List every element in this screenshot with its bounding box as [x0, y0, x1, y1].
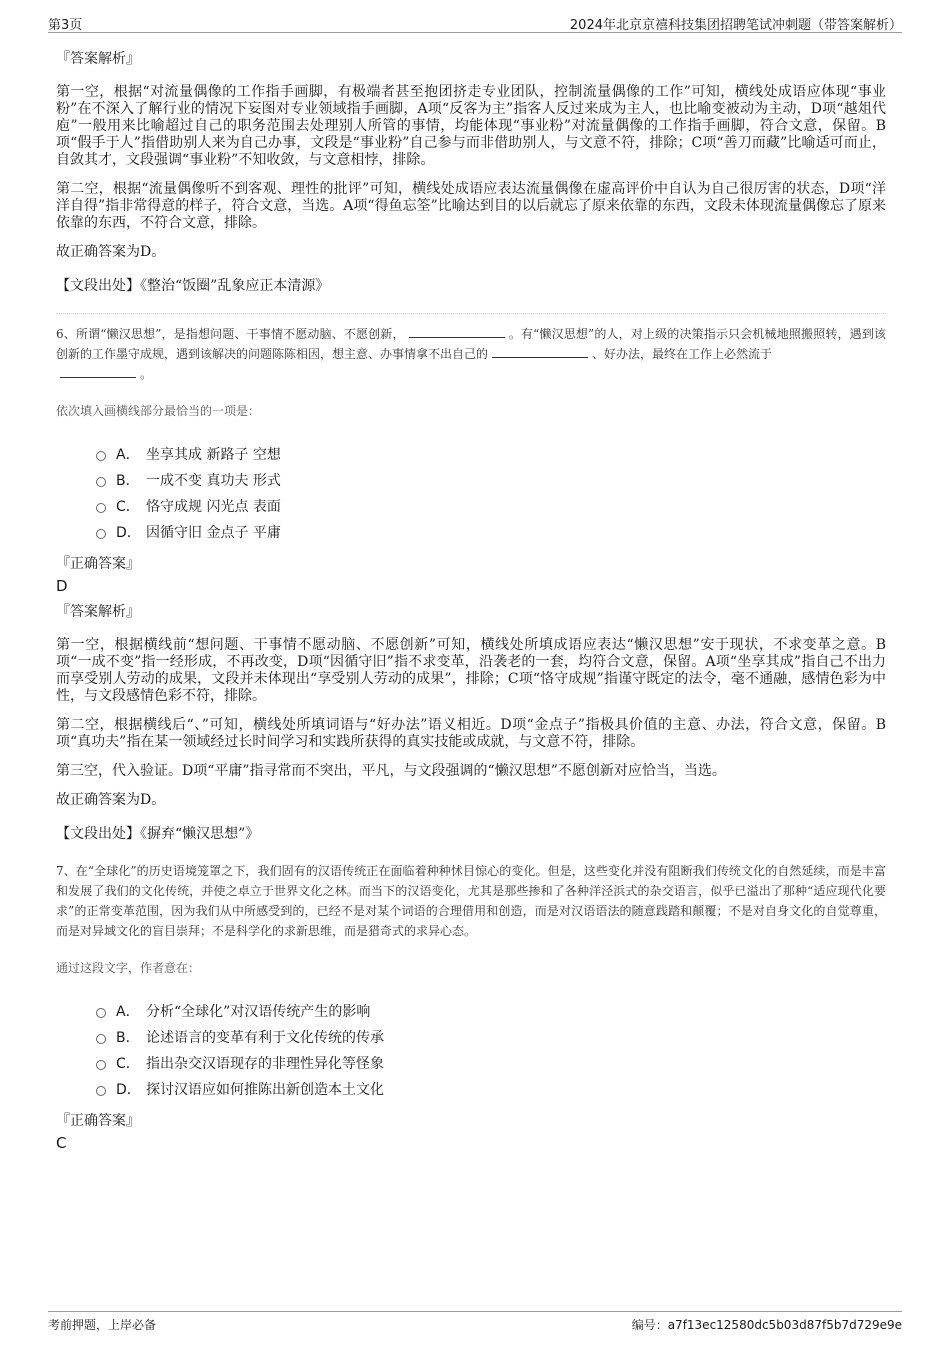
- q7-question-text: 7、在“全球化”的历史语境笼罩之下，我们固有的汉语传统正在面临着种种怵目惊心的变化。但是，这些变化并没有阻断我们传统文化的自然延续，而是丰富和发展了我们的文化传统，并使之卓立于世界文化之林。而当下的汉语变化，尤其是那些掺和了各种洋泾浜式的杂交语言，似乎已溢出了那种“适应现代化要求”的正常变革范围，因为我们从中所感受到的，已经不是对某个词语的合理借用和创造，而是对汉语语法的随意践踏和颠覆；不是对自身文化的自觉尊重，而是对异域文化的盲目崇拜；不是科学化的求新思维，而是猎奇式的求异心态。: [56, 864, 886, 938]
- q7-prompt: 通过这段文字，作者意在：: [56, 961, 201, 975]
- q6-analysis-label: 『答案解析』: [56, 604, 140, 620]
- q6-prompt: 依次填入画横线部分最恰当的一项是：: [56, 404, 261, 418]
- q6-source: 【文段出处】《摒弃“懒汉思想”》: [56, 826, 260, 842]
- question-divider: [56, 313, 886, 314]
- fill-blank-1: [409, 325, 505, 338]
- page-header: [48, 12, 902, 33]
- radio-icon[interactable]: [96, 477, 106, 487]
- q7-option-c[interactable]: C． 指出杂交汉语现存的非理性异化等怪象: [96, 1050, 886, 1076]
- radio-icon[interactable]: [96, 503, 106, 513]
- q6-question-text: 6、所谓“懒汉思想”，是指想问题、干事情不愿动脑、不愿创新， 。有“懒汉思想”的人，对上级的决策指示只会机械地照搬照转，遇到该创新的工作墨守成规，遇到该解决的问题陈陈相因，想主意、办事情拿不出自己的 、好办法，最终在工作上必然流于 。: [56, 327, 886, 381]
- q6-option-d[interactable]: D． 因循守旧 金点子 平庸: [96, 519, 886, 545]
- radio-icon[interactable]: [96, 1060, 106, 1070]
- document-body: [56, 44, 886, 1158]
- radio-icon[interactable]: [96, 451, 106, 461]
- page-number: 第3页: [48, 18, 83, 33]
- document-title: 2024年北京京禧科技集团招聘笔试冲刺题（带答案解析）: [569, 18, 902, 33]
- q5-analysis-paragraph-1: 第一空，根据“对流量偶像的工作指手画脚，有极端者甚至抱团挤走专业团队，控制流量偶像的工作”可知，横线处成语应体现“事业粉”在不深入了解行业的情况下妄图对专业领域指手画脚，A项“反客为主”指客人反过来成为主人，也比喻变被动为主动，D项“越俎代庖”一般用来比喻超过自己的职务范围去处理别人所管的事情，均能体现“事业粉”对流量偶像的工作指手画脚，符合文意，保留。B项“假手于人”指借助别人来为自己办事，文段是“事业粉”自己参与而非借助别人，与文意不符，排除；C项“善刀而藏”比喻适可而止，自敛其才，文段强调“事业粉”不知收敛，与文意相悖，排除。: [56, 84, 886, 168]
- q6-analysis-paragraph-1: 第一空，根据横线前“想问题、干事情不愿动脑、不愿创新”可知，横线处所填成语应表达“懒汉思想”安于现状，不求变革之意。B项“一成不变”指一经形成，不再改变，D项“因循守旧”指不求变革，沿袭老的一套，均符合文意，保留。A项“坐享其成”指自己不出力而享受别人劳动的成果，文段并未体现出“享受别人劳动的成果”，排除；C项“恪守成规”指谨守既定的法令，毫不通融，感情色彩为中性，与文段感情色彩不符，排除。: [56, 637, 886, 704]
- q6-option-c[interactable]: C． 恪守成规 闪光点 表面: [96, 493, 886, 519]
- q5-analysis-conclusion: 故正确答案为D。: [56, 244, 166, 260]
- q7-answer-label: 『正确答案』: [56, 1113, 140, 1129]
- q7-option-a[interactable]: A． 分析“全球化”对汉语传统产生的影响: [96, 998, 886, 1024]
- q6-analysis-paragraph-2: 第二空，根据横线后“、”可知，横线处所填词语与“好办法”语义相近。D项“金点子”指极具价值的主意、办法，符合文意，保留。B项“真功夫”指在某一领域经过长时间学习和实践所获得的真实技能或成就，与文意不符，排除。: [56, 717, 886, 750]
- q6-option-b[interactable]: B． 一成不变 真功夫 形式: [96, 467, 886, 493]
- fill-blank-2: [492, 345, 588, 358]
- radio-icon[interactable]: [96, 1008, 106, 1018]
- q5-analysis-label: 『答案解析』: [56, 51, 140, 67]
- q6-analysis-conclusion: 故正确答案为D。: [56, 792, 166, 808]
- footer-slogan: 考前押题，上岸必备: [48, 1318, 157, 1332]
- q7-option-b[interactable]: B． 论述语言的变革有利于文化传统的传承: [96, 1024, 886, 1050]
- q6-answer: D: [56, 577, 68, 595]
- q7-answer: C: [56, 1134, 67, 1152]
- q6-options: [96, 441, 886, 545]
- q6-option-a[interactable]: A． 坐享其成 新路子 空想: [96, 441, 886, 467]
- q6-analysis-paragraph-3: 第三空，代入验证。D项“平庸”指寻常而不突出，平凡，与文段强调的“懒汉思想”不愿创新对应恰当，当选。: [56, 763, 726, 779]
- radio-icon[interactable]: [96, 1034, 106, 1044]
- q5-analysis-paragraph-2: 第二空，根据“流量偶像听不到客观、理性的批评”可知，横线处成语应表达流量偶像在虚高评价中自认为自己很厉害的状态，D项“洋洋自得”指非常得意的样子，符合文意，当选。A项“得鱼忘筌”比喻达到目的以后就忘了原来依靠的东西，文段未体现流量偶像忘了原来依靠的东西，不符合文意，排除。: [56, 181, 886, 231]
- radio-icon[interactable]: [96, 529, 106, 539]
- q7-options: [96, 998, 886, 1102]
- fill-blank-3: [60, 365, 136, 378]
- q7-option-d[interactable]: D． 探讨汉语应如何推陈出新创造本土文化: [96, 1076, 886, 1102]
- document-code: 编号：a7f13ec12580dc5b03d87f5b7d729e9e: [631, 1318, 902, 1332]
- radio-icon[interactable]: [96, 1086, 106, 1096]
- q6-answer-label: 『正确答案』: [56, 556, 140, 572]
- page-footer: [48, 1311, 902, 1336]
- q5-source: 【文段出处】《整治“饭圈”乱象应正本清源》: [56, 278, 330, 294]
